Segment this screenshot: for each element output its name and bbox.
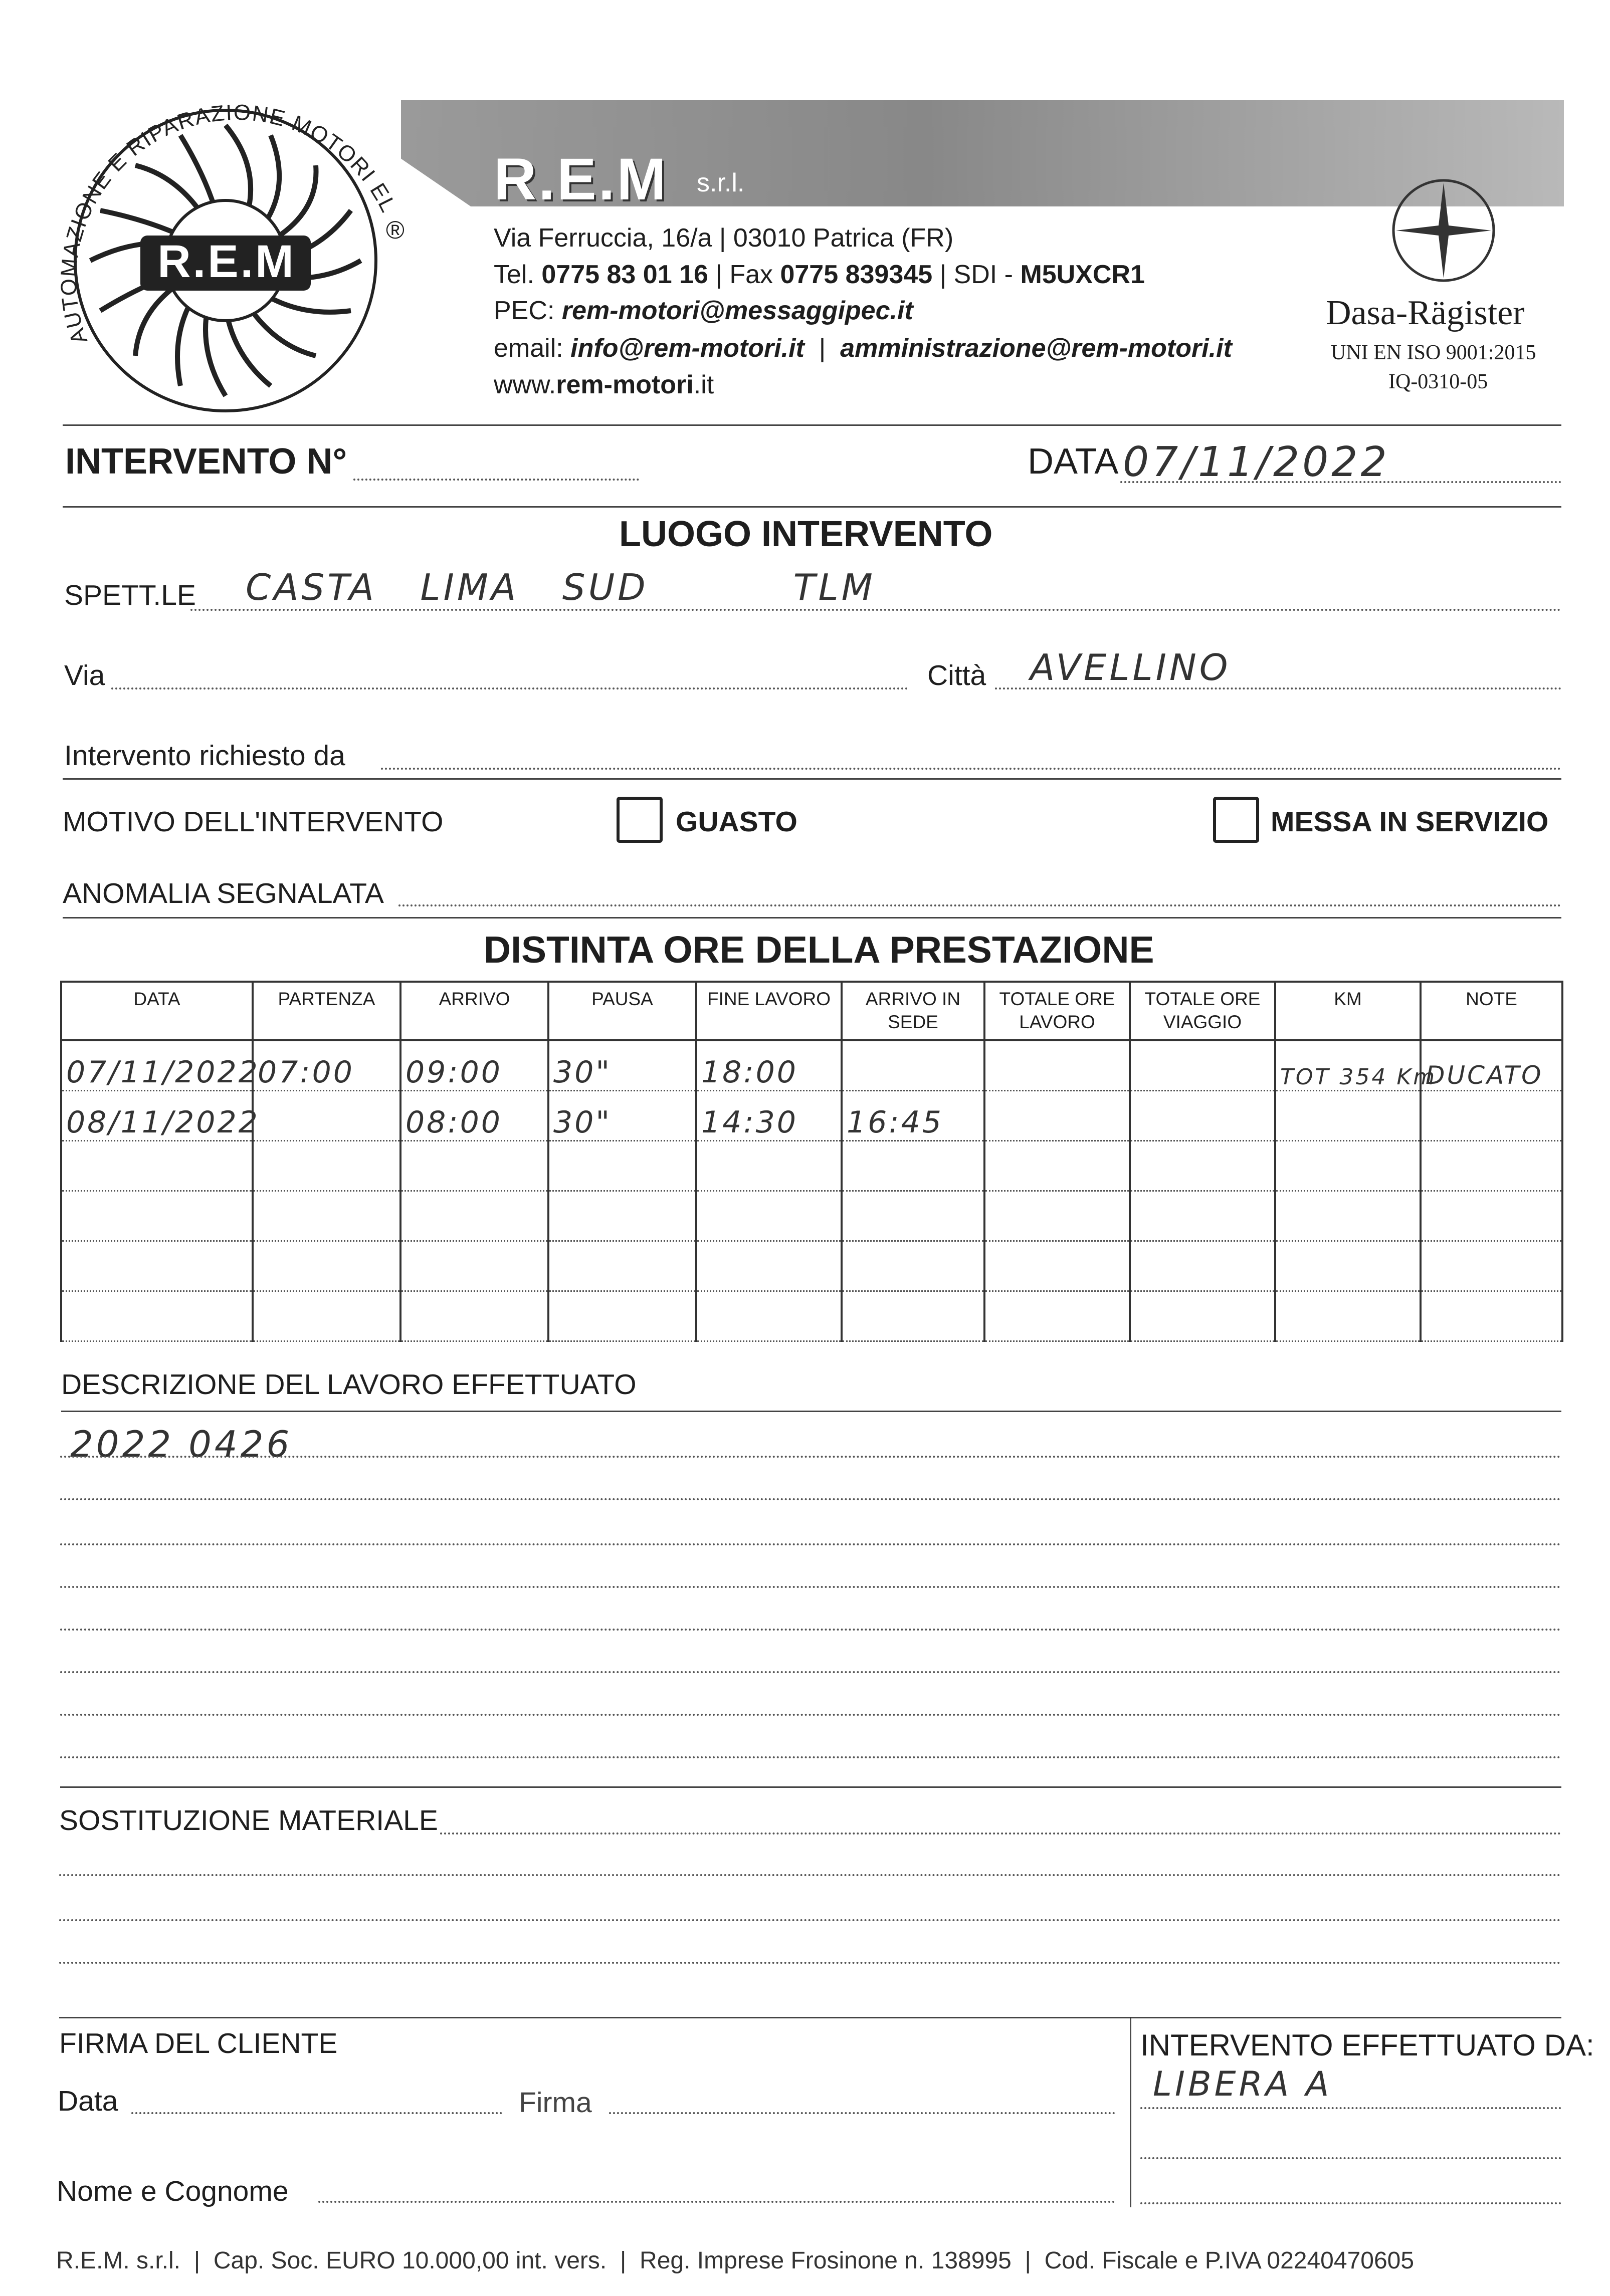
table-cell[interactable] <box>1275 1091 1421 1141</box>
distinta-table <box>60 981 1563 1342</box>
table-cell[interactable] <box>842 1241 984 1291</box>
table-cell[interactable] <box>548 1141 696 1191</box>
table-cell[interactable] <box>696 1141 842 1191</box>
column-header: ARRIVO <box>400 982 548 1040</box>
richiesto-label: Intervento richiesto da <box>64 740 345 772</box>
writing-line[interactable] <box>59 1919 1561 1921</box>
table-row <box>61 1241 1562 1291</box>
phone-line <box>494 260 1145 290</box>
logo-ring-label <box>40 60 411 431</box>
rule-anomalia <box>63 917 1561 919</box>
sostituzione-field[interactable] <box>440 1832 1561 1834</box>
cert-code: IQ-0310-05 <box>1388 370 1488 393</box>
table-cell[interactable] <box>400 1191 548 1241</box>
footer-text: R.E.M. s.r.l. | Cap. Soc. EURO 10.000,00 int. vers. | Reg. Imprese Frosinone n. 138995 | Cod. Fiscale e P.IVA 02240470605 <box>56 2247 1415 2274</box>
website-line: www.rem-motori.it <box>494 370 714 399</box>
messa-checkbox[interactable] <box>1213 797 1259 843</box>
table-cell[interactable] <box>984 1241 1130 1291</box>
rule-firma <box>59 2017 1561 2018</box>
distinta-title: DISTINTA ORE DELLA PRESTAZIONE <box>484 929 1154 971</box>
pec-line <box>494 296 913 326</box>
anomalia-label: ANOMALIA SEGNALATA <box>63 877 384 909</box>
writing-line[interactable] <box>60 1456 1561 1458</box>
table-cell[interactable] <box>1421 1191 1562 1241</box>
tel-number: 0775 83 01 16 <box>541 260 708 289</box>
company-name: R.E.M <box>494 146 668 212</box>
column-header: KM <box>1275 982 1421 1040</box>
table-cell[interactable]: 07/11/2022 <box>61 1040 253 1091</box>
rule-top <box>63 424 1561 426</box>
effettuato-value: LIBERA A <box>1153 2064 1332 2104</box>
column-header: FINE LAVORO <box>696 982 842 1040</box>
via-label: Via <box>64 659 105 692</box>
table-cell[interactable] <box>1421 1141 1562 1191</box>
firma-title: FIRMA DEL CLIENTE <box>59 2027 338 2059</box>
effettuato-line-2[interactable] <box>1140 2157 1561 2159</box>
table-cell[interactable] <box>1275 1291 1421 1341</box>
table-header-row <box>61 982 1562 1040</box>
svg-text:AUTOMAZIONE E RIPARAZIONE MOTO: AUTOMAZIONE E RIPARAZIONE MOTORI EL <box>56 100 401 348</box>
table-cell[interactable] <box>400 1241 548 1291</box>
table-cell[interactable] <box>1130 1091 1275 1141</box>
table-cell[interactable]: 09:00 <box>400 1040 548 1091</box>
table-cell[interactable] <box>696 1291 842 1341</box>
rule-descrizione-end <box>60 1786 1561 1788</box>
guasto-label: GUASTO <box>676 806 797 838</box>
citta-label: Città <box>927 659 986 692</box>
column-header: TOTALE ORE VIAGGIO <box>1130 982 1275 1040</box>
column-header: ARRIVO IN SEDE <box>842 982 984 1040</box>
table-cell[interactable] <box>984 1291 1130 1341</box>
table-row <box>61 1040 1562 1091</box>
email-line: email: info@rem-motori.it | amministrazione@rem-motori.it <box>494 334 1232 363</box>
spett-label: SPETT.LE <box>64 579 196 611</box>
table-row <box>61 1291 1562 1341</box>
table-cell[interactable] <box>400 1141 548 1191</box>
table-cell[interactable] <box>400 1291 548 1341</box>
table-cell[interactable] <box>984 1191 1130 1241</box>
firma-label: Firma <box>519 2087 592 2119</box>
table-cell[interactable]: DUCATO <box>1421 1040 1562 1091</box>
logo-badge: R.E.M <box>157 236 296 287</box>
compass-icon <box>1386 173 1501 288</box>
rule-descrizione <box>61 1411 1561 1412</box>
intervento-number-field[interactable] <box>353 479 639 481</box>
column-header: PAUSA <box>548 982 696 1040</box>
firma-data-field[interactable] <box>131 2112 502 2114</box>
table-cell[interactable] <box>1130 1291 1275 1341</box>
effettuato-line-3[interactable] <box>1140 2202 1561 2204</box>
rule-richiesto <box>63 778 1561 780</box>
writing-line[interactable] <box>60 1498 1561 1500</box>
richiesto-field[interactable] <box>381 768 1561 770</box>
writing-line[interactable] <box>60 1543 1561 1545</box>
table-cell[interactable] <box>984 1091 1130 1141</box>
table-cell[interactable]: 07:00 <box>253 1040 400 1091</box>
spett-field[interactable] <box>190 609 1561 611</box>
pec-label: PEC: <box>494 296 555 325</box>
guasto-checkbox[interactable] <box>617 797 663 843</box>
table-cell[interactable]: 08:00 <box>400 1091 548 1141</box>
table-cell[interactable] <box>548 1291 696 1341</box>
email-admin: amministrazione@rem-motori.it <box>840 334 1232 363</box>
table-cell[interactable] <box>842 1141 984 1191</box>
via-field[interactable] <box>111 687 908 690</box>
table-cell[interactable] <box>1421 1091 1562 1141</box>
table-cell[interactable]: 30" <box>548 1091 696 1141</box>
table-row <box>61 1191 1562 1241</box>
cert-name: Dasa-Rägister <box>1326 294 1525 332</box>
motivo-label: MOTIVO DELL'INTERVENTO <box>63 806 444 838</box>
table-cell[interactable]: TOT 354 Km <box>1275 1040 1421 1091</box>
descrizione-value: 2022 0426 <box>70 1423 293 1465</box>
nome-label: Nome e Cognome <box>57 2175 289 2207</box>
email-label: email: <box>494 334 563 363</box>
writing-line[interactable] <box>60 1629 1561 1631</box>
fax-label: | Fax <box>715 260 773 289</box>
table-cell[interactable] <box>61 1291 253 1341</box>
address-line: Via Ferruccia, 16/a | 03010 Patrica (FR) <box>494 223 954 253</box>
table-cell[interactable] <box>842 1191 984 1241</box>
table-cell[interactable]: 14:30 <box>696 1091 842 1141</box>
table-cell[interactable] <box>1275 1191 1421 1241</box>
intervento-number-label: INTERVENTO N° <box>65 441 347 482</box>
pec-address: rem-motori@messaggipec.it <box>561 296 913 325</box>
writing-line[interactable] <box>60 1714 1561 1716</box>
table-cell[interactable]: 30" <box>548 1040 696 1091</box>
effettuato-line-1[interactable] <box>1140 2107 1561 2109</box>
citta-value: AVELLINO <box>1030 646 1231 688</box>
table-cell[interactable] <box>842 1291 984 1341</box>
table-cell[interactable] <box>1421 1291 1562 1341</box>
table-cell[interactable] <box>253 1241 400 1291</box>
table-cell[interactable] <box>61 1191 253 1241</box>
writing-line[interactable] <box>59 1962 1561 1964</box>
sdi-label: | SDI - <box>939 260 1013 289</box>
email-info: info@rem-motori.it <box>570 334 804 363</box>
table-cell[interactable] <box>548 1241 696 1291</box>
table-cell[interactable] <box>842 1040 984 1091</box>
anomalia-field[interactable] <box>398 904 1561 906</box>
company-suffix: s.r.l. <box>697 168 745 197</box>
table-cell[interactable] <box>61 1141 253 1191</box>
table-cell[interactable] <box>61 1241 253 1291</box>
table-cell[interactable] <box>253 1291 400 1341</box>
column-header: DATA <box>61 982 253 1040</box>
table-cell[interactable]: 08/11/2022 <box>61 1091 253 1141</box>
table-row <box>61 1141 1562 1191</box>
table-cell[interactable]: 16:45 <box>842 1091 984 1141</box>
table-cell[interactable] <box>253 1141 400 1191</box>
table-cell[interactable]: 18:00 <box>696 1040 842 1091</box>
table-cell[interactable] <box>253 1091 400 1141</box>
writing-line[interactable] <box>60 1671 1561 1673</box>
firma-data-label: Data <box>58 2085 118 2117</box>
table-cell[interactable] <box>1275 1241 1421 1291</box>
cert-standard: UNI EN ISO 9001:2015 <box>1331 341 1536 364</box>
sdi-code: M5UXCR1 <box>1020 260 1145 289</box>
sostituzione-label: SOSTITUZIONE MATERIALE <box>59 1804 438 1836</box>
table-cell[interactable] <box>984 1040 1130 1091</box>
firma-field[interactable] <box>609 2112 1115 2114</box>
writing-line[interactable] <box>60 1756 1561 1758</box>
table-cell[interactable] <box>1130 1191 1275 1241</box>
table-cell[interactable] <box>1421 1241 1562 1291</box>
table-cell[interactable] <box>984 1141 1130 1191</box>
luogo-title: LUOGO INTERVENTO <box>619 514 993 554</box>
data-value: 07/11/2022 <box>1123 438 1390 486</box>
table-row <box>61 1091 1562 1141</box>
spett-value: CASTA LIMA SUD TLM <box>246 566 876 608</box>
table-cell[interactable] <box>1130 1040 1275 1091</box>
effettuato-title: INTERVENTO EFFETTUATO DA: <box>1140 2028 1594 2062</box>
nome-field[interactable] <box>318 2201 1115 2203</box>
table-cell[interactable] <box>253 1191 400 1241</box>
data-label: DATA <box>1028 441 1119 482</box>
registered-mark: ® <box>386 216 405 244</box>
writing-line[interactable] <box>59 1874 1561 1876</box>
writing-line[interactable] <box>60 1586 1561 1588</box>
table-cell[interactable] <box>696 1241 842 1291</box>
table-cell[interactable] <box>1275 1141 1421 1191</box>
column-header: TOTALE ORE LAVORO <box>984 982 1130 1040</box>
column-header: NOTE <box>1421 982 1562 1040</box>
descrizione-label: DESCRIZIONE DEL LAVORO EFFETTUATO <box>61 1368 637 1401</box>
messa-label: MESSA IN SERVIZIO <box>1271 806 1549 838</box>
column-header: PARTENZA <box>253 982 400 1040</box>
table-cell[interactable] <box>696 1191 842 1241</box>
table-cell[interactable] <box>1130 1241 1275 1291</box>
fax-number: 0775 839345 <box>780 260 933 289</box>
table-cell[interactable] <box>1130 1141 1275 1191</box>
tel-label: Tel. <box>494 260 534 289</box>
rule-luogo <box>63 506 1561 508</box>
effettuato-box <box>1130 2017 1131 2207</box>
table-cell[interactable] <box>548 1191 696 1241</box>
